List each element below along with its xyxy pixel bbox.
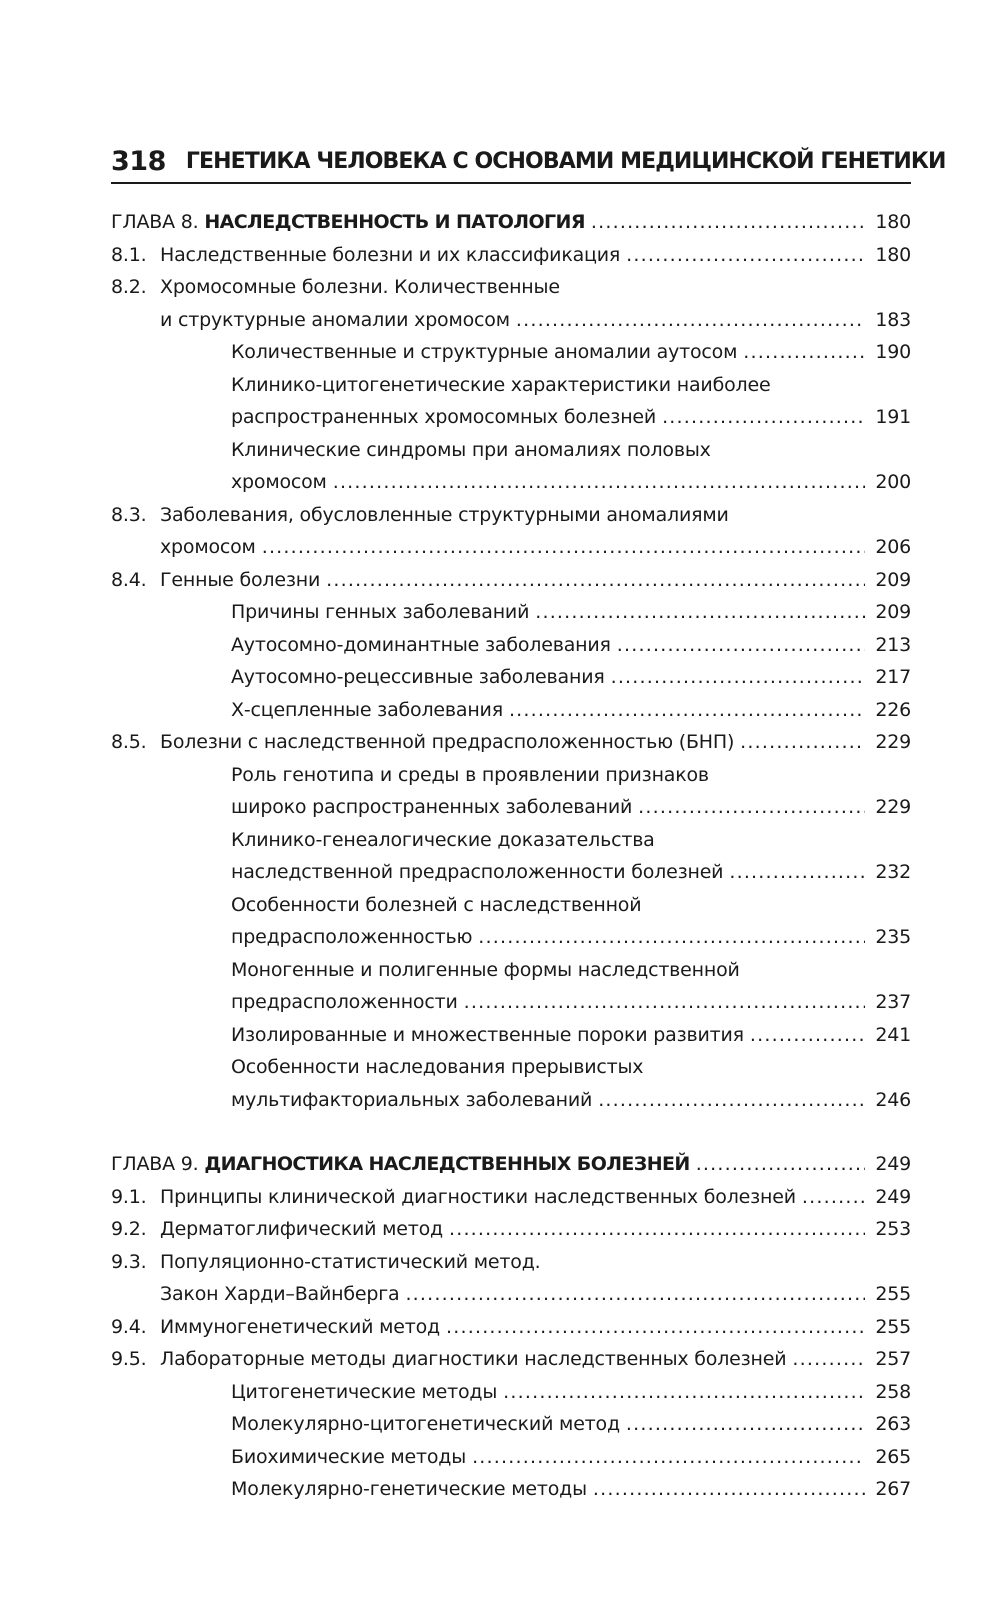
- toc-subentry-continuation: [111, 986, 911, 1019]
- entry-text: Изолированные и множественные пороки развития: [231, 1023, 744, 1046]
- entry-text: распространенных хромосомных болезней: [231, 406, 657, 428]
- entry-text: Роль генотипа и среды в проявлении признаков: [231, 763, 709, 786]
- toc-subentry: [111, 1408, 911, 1441]
- entry-text: Генные болезни: [160, 568, 321, 591]
- dot-leader: [598, 1084, 865, 1117]
- page-ref: 217: [875, 666, 911, 688]
- dot-leader: [591, 206, 865, 239]
- page-ref: 180: [875, 211, 911, 233]
- dot-leader: [802, 1181, 865, 1214]
- page-ref: 258: [875, 1380, 911, 1403]
- entry-text: хромосом: [231, 471, 327, 493]
- dot-leader: [626, 239, 865, 272]
- entry-text: наследственной предрасположенности болезней: [231, 861, 724, 883]
- page-ref: 190: [875, 341, 911, 363]
- page-ref: 191: [875, 406, 911, 428]
- section-number: 9.1.: [111, 1185, 147, 1208]
- dot-leader: [626, 1408, 865, 1441]
- toc-subentry-continuation: [111, 401, 911, 434]
- page-ref: 229: [875, 731, 911, 753]
- toc-subentry: [111, 1051, 911, 1084]
- section-number: 9.5.: [111, 1348, 147, 1370]
- section-number: 9.2.: [111, 1218, 147, 1240]
- entry-text: и структурные аномалии хромосом: [160, 308, 510, 331]
- dot-leader: [478, 921, 865, 954]
- toc-subentry: [111, 629, 911, 662]
- page-ref: 209: [875, 601, 911, 623]
- toc-entry-continuation: [111, 304, 911, 337]
- page-ref: 226: [875, 698, 911, 721]
- entry-text: Молекулярно-цитогенетический метод: [231, 1413, 620, 1435]
- dot-leader: [262, 531, 865, 564]
- entry-text: Моногенные и полигенные формы наследственной: [231, 958, 740, 981]
- page-ref: 180: [875, 243, 911, 266]
- dot-leader: [696, 1148, 865, 1181]
- dot-leader: [449, 1213, 865, 1246]
- entry-text: Цитогенетические методы: [231, 1380, 498, 1403]
- page-ref: 241: [875, 1023, 911, 1046]
- toc-subentry: [111, 759, 911, 792]
- toc-subentry: [111, 434, 911, 467]
- entry-text: мультифакториальных заболеваний: [231, 1088, 593, 1111]
- section-number: 9.3.: [111, 1250, 147, 1273]
- dot-leader: [617, 629, 865, 662]
- entry-text: Аутосомно-доминантные заболевания: [231, 633, 611, 656]
- entry-text: Причины генных заболеваний: [231, 601, 530, 623]
- toc-subentry: [111, 1441, 911, 1474]
- dot-leader: [516, 304, 865, 337]
- chapter-title: НАСЛЕДСТВЕННОСТЬ И ПАТОЛОГИЯ: [204, 211, 585, 233]
- toc-subentry-continuation: [111, 791, 911, 824]
- chapter-heading: [111, 206, 911, 239]
- chapter-9: [111, 1148, 911, 1506]
- page-ref: 249: [875, 1185, 911, 1208]
- dot-leader: [750, 1019, 865, 1052]
- entry-text: Биохимические методы: [231, 1445, 467, 1468]
- entry-text: Хромосомные болезни. Количественные: [160, 276, 560, 298]
- toc-entry: [111, 1246, 911, 1279]
- entry-text: Клинические синдромы при аномалиях половых: [231, 438, 711, 461]
- entry-text: Молекулярно-генетические методы: [231, 1478, 587, 1500]
- page-ref: 257: [875, 1348, 911, 1370]
- section-number: 8.1.: [111, 243, 147, 266]
- toc-subentry: [111, 694, 911, 727]
- dot-leader: [792, 1343, 865, 1376]
- entry-text: хромосом: [160, 536, 256, 558]
- toc-subentry-continuation: [111, 856, 911, 889]
- toc-subentry: [111, 954, 911, 987]
- toc-entry: [111, 726, 911, 759]
- section-number: 8.2.: [111, 276, 147, 298]
- toc-entry-continuation: [111, 1278, 911, 1311]
- page-ref: 253: [875, 1218, 911, 1240]
- page-ref: 267: [875, 1478, 911, 1500]
- toc-subentry: [111, 661, 911, 694]
- dot-leader: [326, 564, 865, 597]
- dot-leader: [405, 1278, 865, 1311]
- page-ref: 200: [875, 471, 911, 493]
- dot-leader: [503, 1376, 865, 1409]
- entry-text: Принципы клинической диагностики наследственных болезней: [160, 1185, 796, 1208]
- section-number: 8.4.: [111, 568, 147, 591]
- page-ref: 265: [875, 1445, 911, 1468]
- entry-text: Популяционно-статистический метод.: [160, 1250, 541, 1273]
- dot-leader: [638, 791, 865, 824]
- entry-text: Дерматоглифический метод: [160, 1218, 443, 1240]
- chapter-title: ДИАГНОСТИКА НАСЛЕДСТВЕННЫХ БОЛЕЗНЕЙ: [204, 1153, 690, 1175]
- dot-leader: [662, 401, 865, 434]
- table-of-contents: [111, 206, 911, 1506]
- page-ref: 206: [875, 536, 911, 558]
- entry-text: Наследственные болезни и их классификация: [160, 243, 621, 266]
- toc-subentry: [111, 1376, 911, 1409]
- toc-entry: [111, 1181, 911, 1214]
- page-ref: 255: [875, 1315, 911, 1338]
- dot-leader: [593, 1473, 865, 1506]
- toc-entry: [111, 271, 911, 304]
- chapter-heading: [111, 1148, 911, 1181]
- page-ref: 232: [875, 861, 911, 883]
- dot-leader: [535, 596, 865, 629]
- entry-text: широко распространенных заболеваний: [231, 796, 633, 818]
- toc-subentry-continuation: [111, 921, 911, 954]
- entry-text: Количественные и структурные аномалии аутосом: [231, 341, 738, 363]
- entry-text: Особенности болезней с наследственной: [231, 893, 642, 916]
- toc-entry-continuation: [111, 531, 911, 564]
- toc-entry: [111, 239, 911, 272]
- dot-leader: [446, 1311, 865, 1344]
- toc-subentry: [111, 596, 911, 629]
- page-ref: 263: [875, 1413, 911, 1435]
- page-ref: 237: [875, 991, 911, 1013]
- dot-leader: [464, 986, 865, 1019]
- chapter-prefix: ГЛАВА 9.: [111, 1153, 205, 1175]
- toc-entry: [111, 564, 911, 597]
- entry-text: Лабораторные методы диагностики наследственных болезней: [160, 1348, 787, 1370]
- entry-text: Особенности наследования прерывистых: [231, 1056, 644, 1078]
- section-number: 8.3.: [111, 503, 147, 526]
- dot-leader: [472, 1441, 865, 1474]
- book-page: [111, 138, 946, 1538]
- dot-leader: [729, 856, 865, 889]
- book-title: ГЕНЕТИКА ЧЕЛОВЕКА С ОСНОВАМИ МЕДИЦИНСКОЙ ГЕНЕТИКИ: [185, 149, 946, 174]
- entry-text: Закон Харди–Вайнберга: [160, 1283, 400, 1305]
- entry-text: Клинико-генеалогические доказательства: [231, 828, 655, 851]
- page-ref: 209: [875, 568, 911, 591]
- running-head: [111, 138, 946, 184]
- toc-subentry: [111, 336, 911, 369]
- entry-text: Х-сцепленные заболевания: [231, 698, 503, 721]
- entry-text: предрасположенности: [231, 991, 458, 1013]
- dot-leader: [743, 336, 865, 369]
- page-ref: 249: [875, 1153, 911, 1175]
- page-ref: 213: [875, 633, 911, 656]
- toc-entry: [111, 1343, 911, 1376]
- toc-subentry: [111, 1019, 911, 1052]
- toc-subentry: [111, 889, 911, 922]
- entry-text: Иммуногенетический метод: [160, 1315, 440, 1338]
- toc-entry: [111, 1213, 911, 1246]
- chapter-prefix: ГЛАВА 8.: [111, 211, 205, 233]
- toc-subentry: [111, 824, 911, 857]
- entry-text: предрасположенностью: [231, 926, 473, 948]
- chapter-8: [111, 206, 911, 1116]
- page-ref: 229: [875, 796, 911, 818]
- page-ref: 183: [875, 308, 911, 331]
- dot-leader: [509, 694, 865, 727]
- section-number: 9.4.: [111, 1315, 147, 1338]
- page-ref: 235: [875, 926, 911, 948]
- toc-subentry-continuation: [111, 466, 911, 499]
- entry-text: Болезни с наследственной предрасположенностью (БНП): [160, 731, 735, 753]
- entry-text: Заболевания, обусловленные структурными аномалиями: [160, 503, 729, 526]
- section-number: 8.5.: [111, 731, 147, 753]
- entry-text: Аутосомно-рецессивные заболевания: [231, 666, 605, 688]
- dot-leader: [740, 726, 865, 759]
- dot-leader: [333, 466, 865, 499]
- toc-subentry: [111, 1473, 911, 1506]
- toc-entry: [111, 1311, 911, 1344]
- toc-subentry: [111, 369, 911, 402]
- toc-subentry-continuation: [111, 1084, 911, 1117]
- toc-entry: [111, 499, 911, 532]
- page-ref: 246: [875, 1088, 911, 1111]
- page-number: 318: [111, 146, 166, 177]
- dot-leader: [611, 661, 865, 694]
- entry-text: Клинико-цитогенетические характеристики наиболее: [231, 373, 771, 396]
- page-ref: 255: [875, 1283, 911, 1305]
